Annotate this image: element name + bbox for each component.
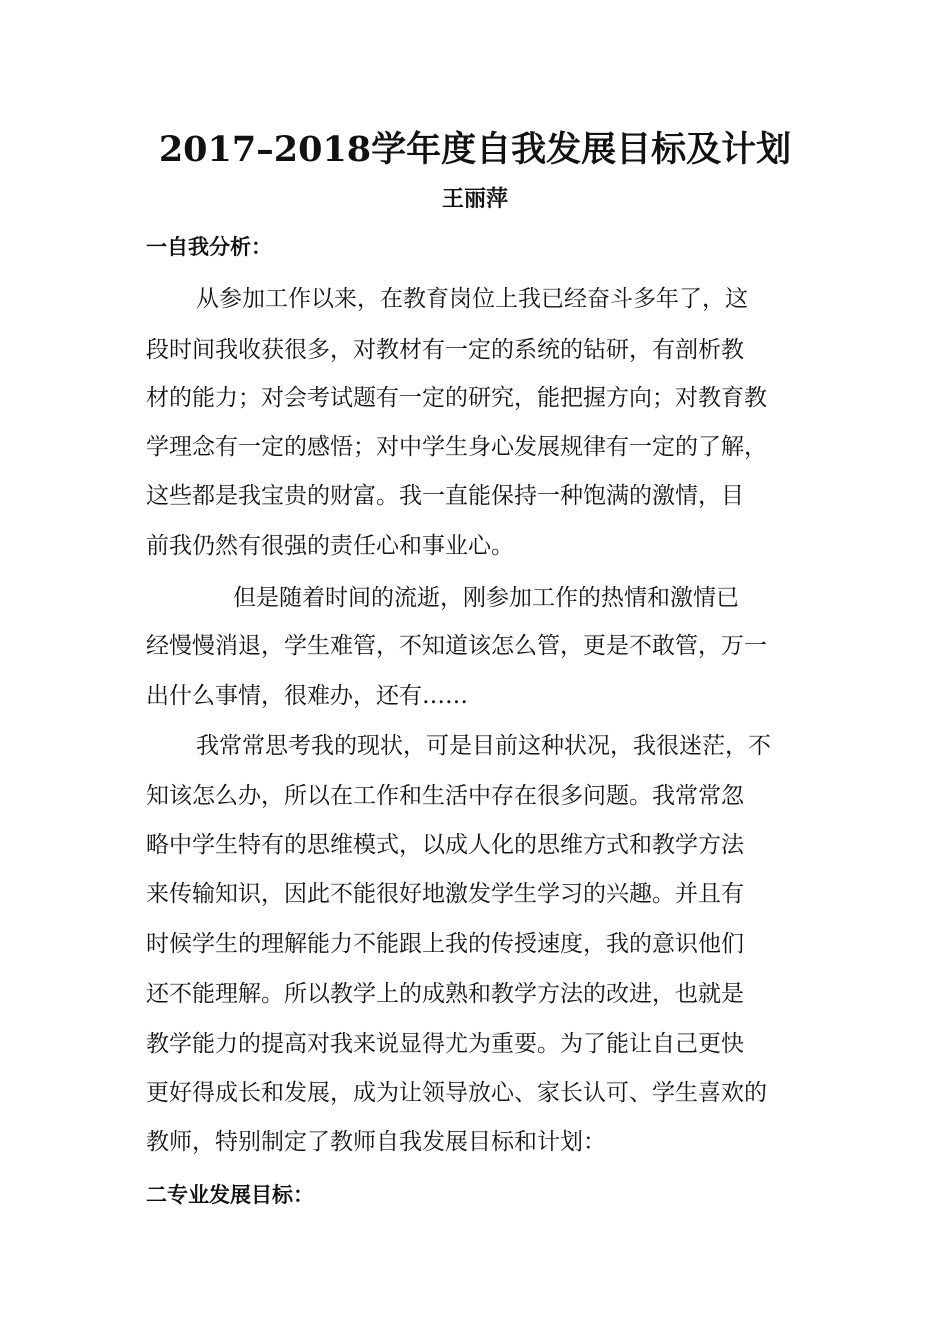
paragraph-line: 经慢慢消退，学生难管，不知道该怎么管，更是不敢管，万一 <box>146 633 767 659</box>
paragraph-line: 时候学生的理解能力不能跟上我的传授速度，我的意识他们 <box>146 931 744 957</box>
paragraph-line: 更好得成长和发展，成为让领导放心、家长认可、学生喜欢的 <box>146 1080 767 1106</box>
paragraph-line: 学理念有一定的感悟；对中学生身心发展规律有一定的了解， <box>146 434 767 460</box>
paragraph-line: 教师，特别制定了教师自我发展目标和计划： <box>146 1129 606 1155</box>
paragraph-line: 教学能力的提高对我来说显得尤为重要。为了能让自己更快 <box>146 1031 744 1057</box>
paragraph-line: 还不能理解。所以教学上的成熟和教学方法的改进，也就是 <box>146 981 744 1007</box>
paragraph-line: 材的能力；对会考试题有一定的研究，能把握方向；对教育教 <box>146 385 767 411</box>
section-heading-professional-goals: 二专业发展目标： <box>146 1183 314 1207</box>
author-name: 王丽萍 <box>441 187 508 212</box>
document-title: 2017–2018学年度自我发展目标及计划 <box>158 129 792 170</box>
paragraph-line: 略中学生特有的思维模式，以成人化的思维方式和教学方法 <box>146 832 744 858</box>
paragraph-line: 我常常思考我的现状，可是目前这种状况，我很迷茫，不 <box>196 733 771 759</box>
paragraph-line: 这些都是我宝贵的财富。我一直能保持一种饱满的激情，目 <box>146 483 744 509</box>
paragraph-line: 但是随着时间的流逝，刚参加工作的热情和激情已 <box>233 585 739 611</box>
paragraph-line: 段时间我收获很多，对教材有一定的系统的钻研，有剖析教 <box>146 337 744 363</box>
paragraph-line: 从参加工作以来，在教育岗位上我已经奋斗多年了，这 <box>196 286 748 312</box>
paragraph-line: 来传输知识，因此不能很好地激发学生学习的兴趣。并且有 <box>146 881 744 907</box>
paragraph-line: 知该怎么办，所以在工作和生活中存在很多问题。我常常忽 <box>146 783 744 809</box>
paragraph-line: 前我仍然有很强的责任心和事业心。 <box>146 533 514 559</box>
section-heading-self-analysis: 一自我分析： <box>146 235 272 259</box>
paragraph-line: 出什么事情，很难办，还有…… <box>146 683 468 709</box>
